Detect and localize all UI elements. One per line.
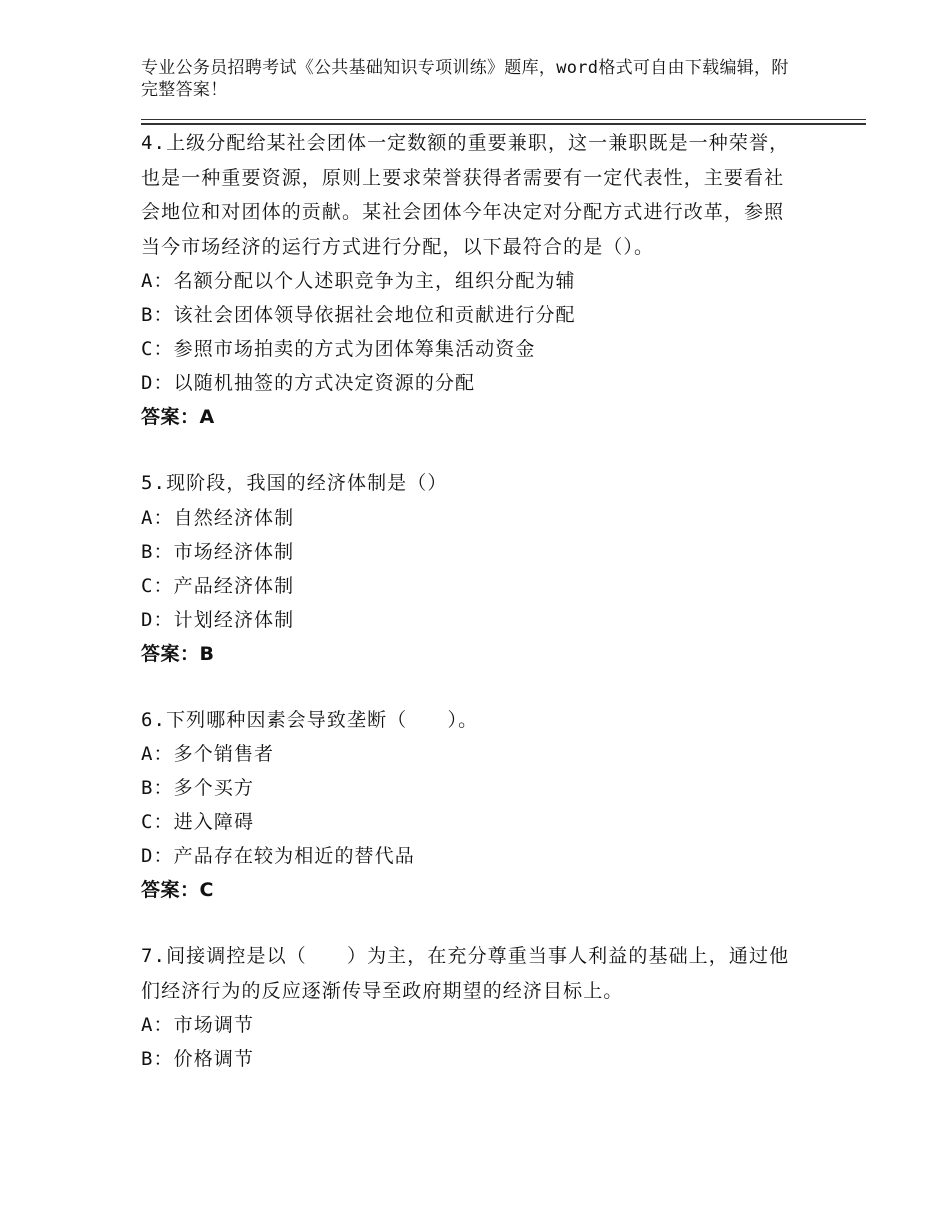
answer-line: 答案：A <box>141 406 215 428</box>
question-5 <box>141 466 801 671</box>
option-b: B：价格调节 <box>141 1048 255 1070</box>
option-d: D：以随机抽签的方式决定资源的分配 <box>141 372 476 394</box>
header-divider-thick <box>141 123 866 125</box>
question-6 <box>141 703 801 908</box>
question-list <box>141 126 801 1076</box>
option-d: D：计划经济体制 <box>141 608 295 631</box>
option-b: B：市场经济体制 <box>141 540 295 563</box>
question-stem: 4.上级分配给某社会团体一定数额的重要兼职，这一兼职既是一种荣誉，也是一种重要资源，原则上要求荣誉获得者需要有一定代表性，主要看社会地位和对团体的贡献。某社会团体今年决定对分配方式进行改革，参照当今市场经济的运行方式进行分配，以下最符合的是（）。 <box>141 132 790 258</box>
option-d: D：产品存在较为相近的替代品 <box>141 845 415 867</box>
question-4 <box>141 126 801 434</box>
answer-line: 答案：B <box>141 642 215 665</box>
option-b: B：多个买方 <box>141 777 255 799</box>
answer-line: 答案：C <box>141 879 214 901</box>
question-stem: 5.现阶段，我国的经济体制是（） <box>141 472 448 494</box>
option-c: C：参照市场拍卖的方式为团体筹集活动资金 <box>141 338 536 360</box>
question-stem: 7.间接调控是以（ ）为主，在充分尊重当事人利益的基础上，通过他们经济行为的反应逐渐传导至政府期望的经济目标上。 <box>141 945 790 1002</box>
option-b: B：该社会团体领导依据社会地位和贡献进行分配 <box>141 304 576 326</box>
option-c: C：产品经济体制 <box>141 574 295 597</box>
option-a: A：市场调节 <box>141 1014 255 1036</box>
question-stem: 6.下列哪种因素会导致垄断（ ）。 <box>141 708 479 731</box>
option-a: A：自然经济体制 <box>141 506 295 529</box>
option-c: C：进入障碍 <box>141 811 255 833</box>
option-a: A：名额分配以个人述职竞争为主，组织分配为辅 <box>141 270 576 292</box>
header-divider <box>141 119 866 120</box>
option-a: A：多个销售者 <box>141 743 275 765</box>
page-header: 专业公务员招聘考试《公共基础知识专项训练》题库，word格式可自由下载编辑，附完整答案！ <box>141 58 789 100</box>
question-7 <box>141 939 801 1076</box>
